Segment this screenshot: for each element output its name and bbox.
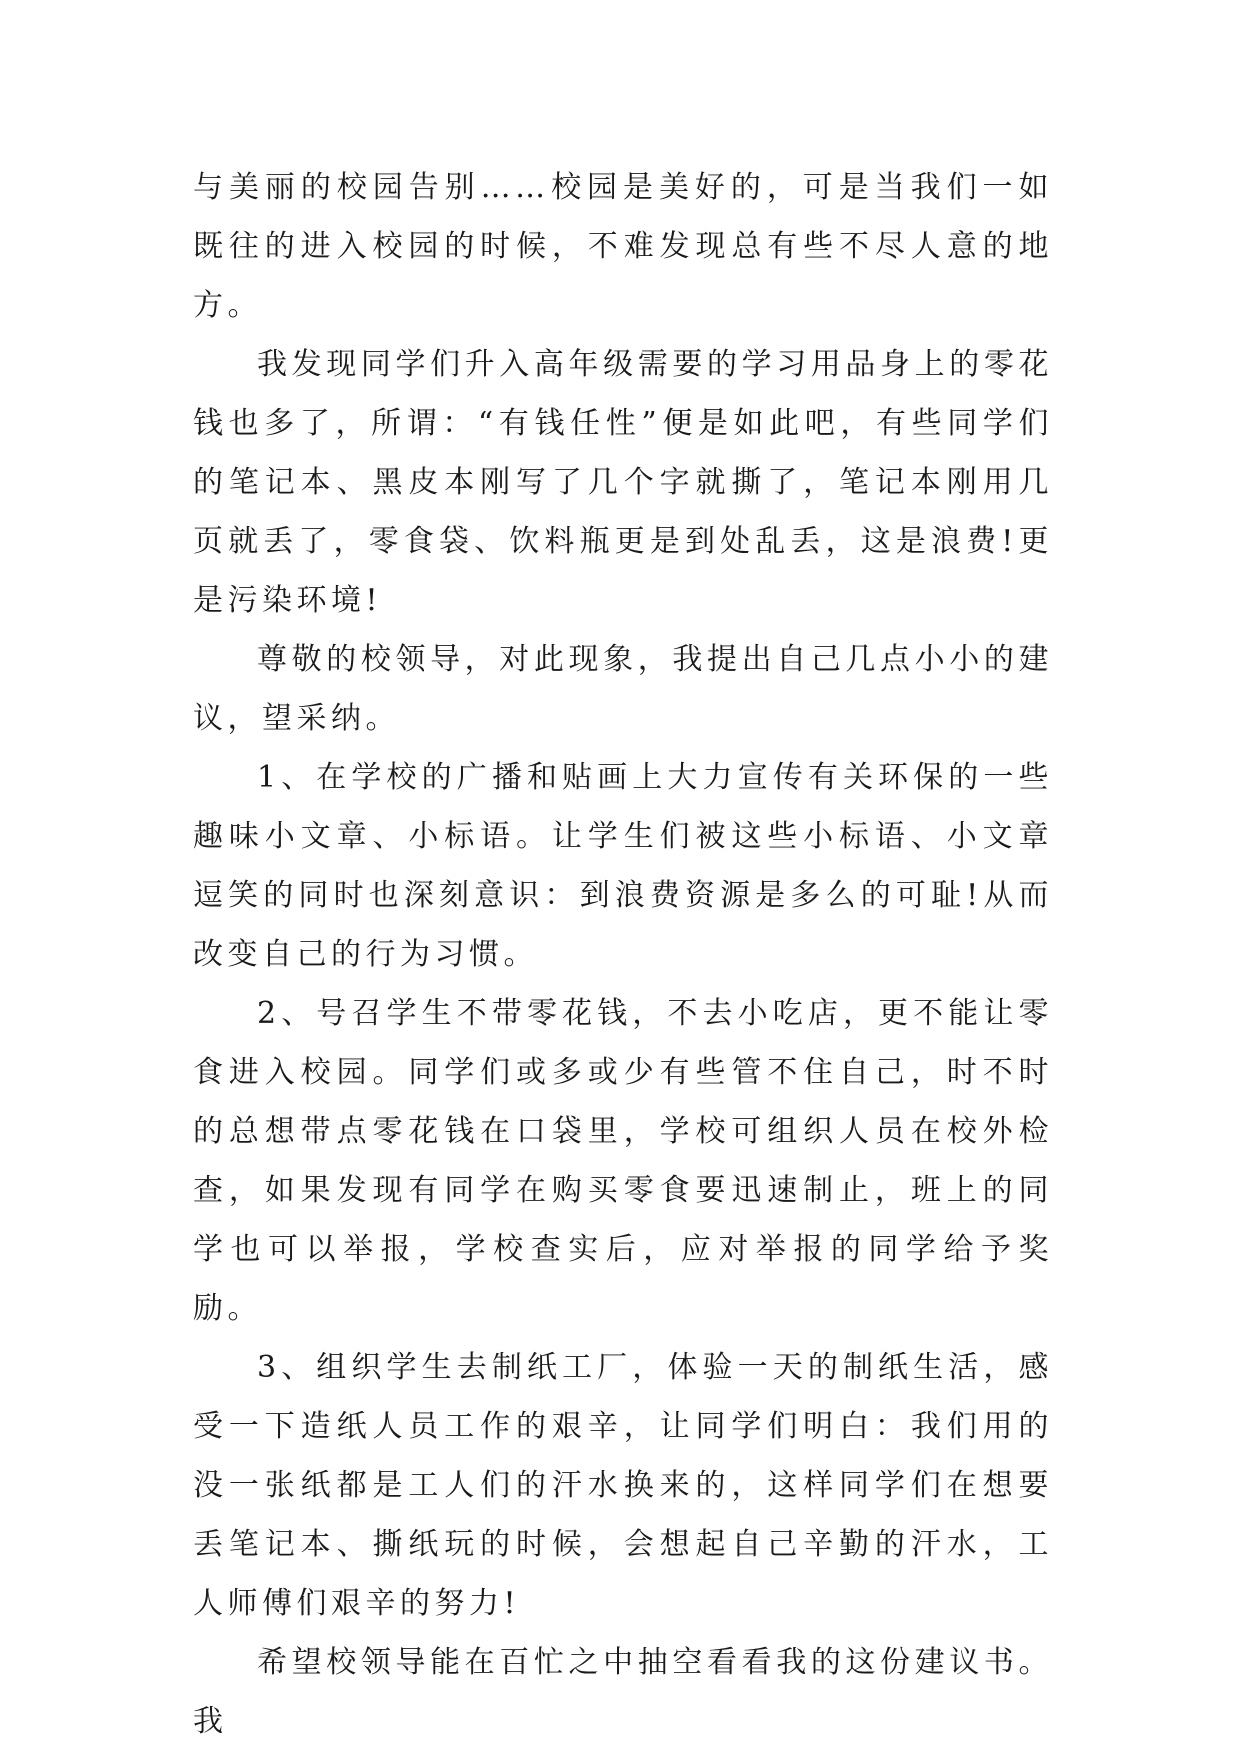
paragraph: 与美丽的校园告别……校园是美好的，可是当我们一如既往的进入校园的时候，不难发现总有些不尽人意的地方。 [193, 170, 1053, 323]
paragraph: 3、组织学生去制纸工厂，体验一天的制纸生活，感受一下造纸人员工作的艰辛，让同学们明白：我们用的没一张纸都是工人们的汗水换来的，这样同学们在想要丢笔记本、撕纸玩的时候，会想起自己辛勤的汗水，工人师傅们艰辛的努力! [193, 1350, 1053, 1621]
paragraph: 2、号召学生不带零花钱，不去小吃店，更不能让零食进入校园。同学们或多或少有些管不住自己，时不时的总想带点零花钱在口袋里，学校可组织人员在校外检查，如果发现有同学在购买零食要迅速制止，班上的同学也可以举报，学校查实后，应对举报的同学给予奖励。 [193, 996, 1053, 1326]
paragraph: 1、在学校的广播和贴画上大力宣传有关环保的一些趣味小文章、小标语。让学生们被这些小标语、小文章逗笑的同时也深刻意识：到浪费资源是多么的可耻!从而改变自己的行为习惯。 [193, 760, 1053, 972]
paragraph: 希望校领导能在百忙之中抽空看看我的这份建议书。我 [193, 1645, 1053, 1739]
paragraph: 我发现同学们升入高年级需要的学习用品身上的零花钱也多了，所谓：“有钱任性”便是如此吧，有些同学们的笔记本、黑皮本刚写了几个字就撕了，笔记本刚用几页就丢了，零食袋、饮料瓶更是到处乱丢，这是浪费!更是污染环境! [193, 347, 1053, 618]
paragraph: 尊敬的校领导，对此现象，我提出自己几点小小的建议，望采纳。 [193, 642, 1053, 736]
document-body [193, 158, 1053, 1751]
